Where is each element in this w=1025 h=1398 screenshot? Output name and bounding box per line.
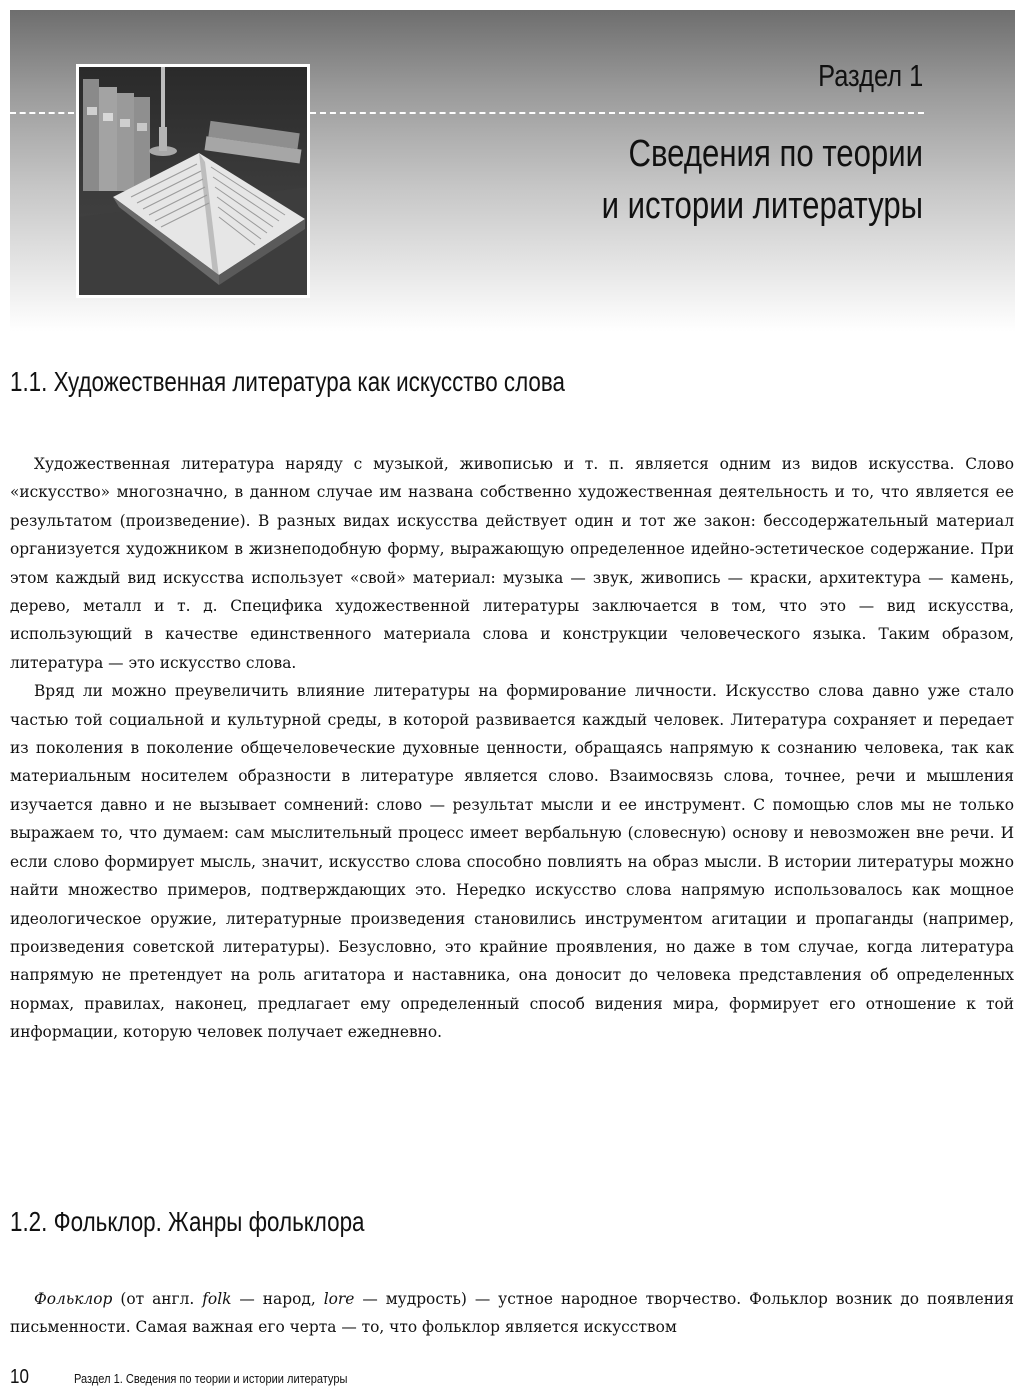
section-title [602,128,923,232]
term-folk: folk [202,1290,232,1308]
section-title-line-2: и истории литературы [601,185,923,227]
running-head: Раздел 1. Сведения по теории и истории литературы [74,1371,348,1386]
section-number-label: Раздел 1 [817,58,923,93]
subsection-heading-1-2: 1.2. Фольклор. Жанры фольклора [10,1206,365,1237]
term-folklore: Фольклор [34,1290,113,1308]
books-illustration [79,67,307,295]
page-footer [10,1366,348,1389]
paragraph: Фольклор (от англ. folk — народ, lore — мудрость) — устное народное творчество. Фольклор возник до появления письменности. Самая важная его черта — то, что фольклор является искусством [10,1290,1014,1337]
subsection-1-2-body [10,1285,1014,1341]
subsection-heading-1-1: 1.1. Художественная литература как искусство слова [10,366,565,397]
term-lore: lore [323,1290,355,1308]
paragraph: Художественная литература наряду с музыкой, живописью и т. п. является одним из видов искусства. Слово «искусство» многозначно, в данном случае им названа собственно художественная деятельность и то, что является ее результатом (произведение). В разных видах искусства действует один и тот же закон: бессодержательный материал организуется художником в жизнеподобную форму, выражающую определенное идейно-эстетическое содержание. При этом каждый вид искусства использует «свой» материал: музыка — звук, живопись — краски, архитектура — камень, дерево, металл и т. д. Специфика художественной литературы заключается в том, что это — вид искусства, использующий в качестве единственного материала слова и конструкции человеческого языка. Таким образом, литература — это искусство слова. [10,455,1014,672]
header-dashed-rule-left [10,112,74,114]
subsection-1-1-body [10,450,1014,1047]
section-title-line-1: Сведения по теории [628,133,923,175]
page-number: 10 [10,1366,29,1388]
header-dashed-rule-right [310,112,924,114]
paragraph: Вряд ли можно преувеличить влияние литературы на формирование личности. Искусство слова давно уже стало частью той социальной и культурной среды, в которой развивается каждый человек. Литература сохраняет и передает из поколения в поколение общечеловеческие духовные ценности, обращаясь напрямую к сознанию человека, так как материальным носителем образности в литературе является слово. Взаимосвязь слова, точнее, речи и мышления изучается давно и не вызывает сомнений: слово — результат мысли и ее инструмент. С помощью слов мы не только выражаем то, что думаем: сам мыслительный процесс имеет вербальную (словесную) основу и невозможен вне речи. И если слово формирует мысль, значит, искусство слова способно повлиять на образ мысли. В истории литературы можно найти множество примеров, подтверждающих это. Нередко искусство слова напрямую использовалось как мощное идеологическое оружие, литературные произведения становились инструментом агитации и пропаганды (например, произведения советской литературы). Безусловно, это крайние проявления, но даже в том случае, когда литература напрямую не претендует на роль агитатора и наставника, она доносит до человека представления об определенных нормах, правилах, наконец, предлагает ему определенный способ видения мира, формирует его отношение к той информации, которую человек получает ежедневно. [10,682,1014,1042]
section-header [10,10,1015,332]
old-books-photo [76,64,310,298]
